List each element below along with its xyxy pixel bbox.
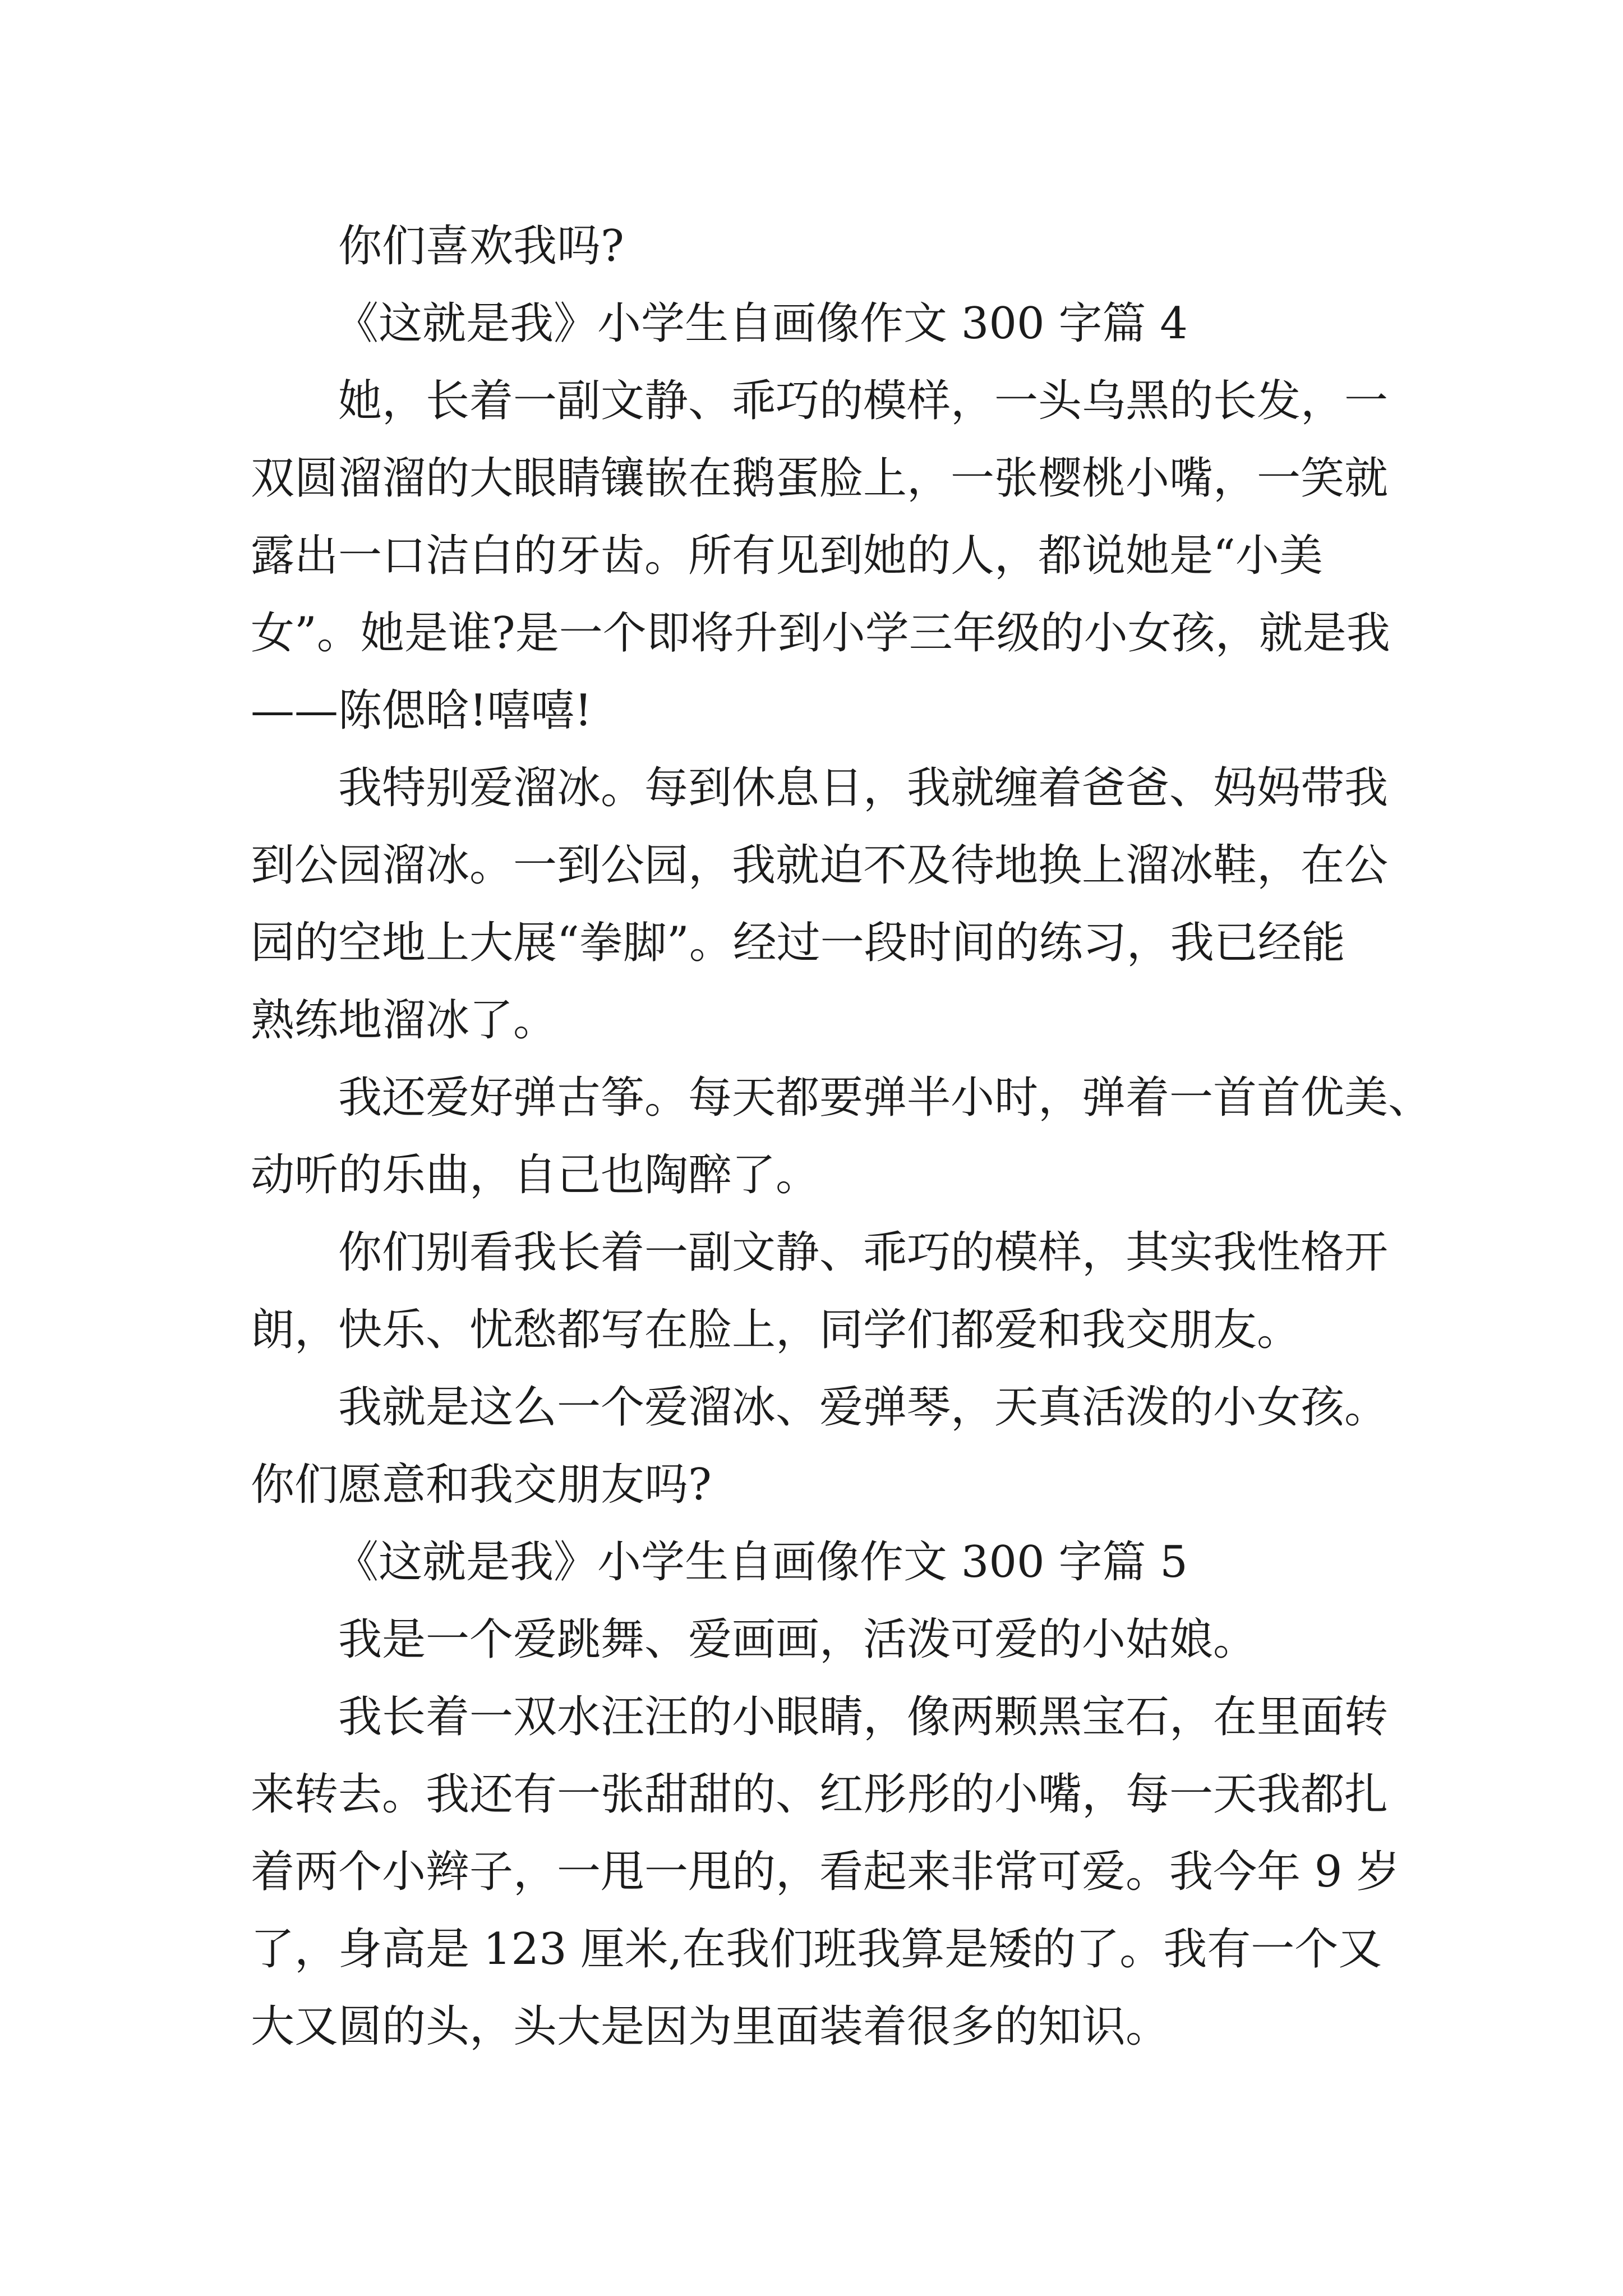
text-line: 露出一口洁白的牙齿。所有见到她的人，都说她是“小美: [251, 531, 1323, 581]
paragraph: [251, 1214, 1428, 1369]
text-line: 动听的乐曲，自己也陶醉了。: [251, 1150, 820, 1200]
paragraph: [251, 1059, 1432, 1214]
text-line: 你们喜欢我吗?: [338, 221, 624, 272]
text-line: 来转去。我还有一张甜甜的、红彤彤的小嘴，每一天我都扎: [251, 1769, 1389, 1820]
text-line: 我还爱好弹古筝。每天都要弹半小时，弹着一首首优美、: [338, 1073, 1432, 1123]
heading-line: 《这就是我》小学生自画像作文 300 字篇 4: [335, 298, 1188, 349]
heading-line: 《这就是我》小学生自画像作文 300 字篇 5: [335, 1537, 1188, 1588]
text-line: ——陈偲晗!嘻嘻!: [251, 685, 592, 736]
text-line: 大又圆的头，头大是因为里面装着很多的知识。: [251, 2001, 1170, 2052]
text-line: 到公园溜冰。一到公园，我就迫不及待地换上溜冰鞋，在公: [251, 840, 1389, 891]
text-line: 熟练地溜冰了。: [251, 995, 557, 1046]
text-line: 你们愿意和我交朋友吗?: [251, 1460, 712, 1510]
text-line: 双圆溜溜的大眼睛镶嵌在鹅蛋脸上，一张樱桃小嘴，一笑就: [251, 453, 1389, 504]
text-line: 园的空地上大展“拳脚”。经过一段时间的练习，我已经能: [251, 918, 1345, 968]
paragraph: [251, 208, 1428, 285]
text-line: 我特别爱溜冰。每到休息日，我就缠着爸爸、妈妈带我: [338, 763, 1389, 813]
paragraph: [251, 749, 1428, 1059]
text-line: 她，长着一副文静、乖巧的模样，一头乌黑的长发，一: [338, 376, 1389, 426]
paragraph: [251, 1369, 1428, 1524]
text-line: 我就是这么一个爱溜冰、爱弹琴，天真活泼的小女孩。: [338, 1382, 1389, 1433]
paragraph: [251, 1601, 1428, 1678]
text-line: 着两个小辫子，一甩一甩的，看起来非常可爱。我今年 9 岁: [251, 1847, 1400, 1897]
text-line: 女”。她是谁?是一个即将升到小学三年级的小女孩，就是我: [251, 608, 1390, 659]
section-heading: [251, 285, 1428, 362]
paragraph: [251, 362, 1428, 749]
text-line: 了，身高是 123 厘米,在我们班我算是矮的了。我有一个又: [251, 1924, 1382, 1975]
document-page: [251, 208, 1432, 2065]
text-line: 朗，快乐、忧愁都写在脸上，同学们都爱和我交朋友。: [251, 1305, 1301, 1355]
paragraph: [251, 1678, 1428, 2065]
text-line: 我长着一双水汪汪的小眼睛，像两颗黑宝石，在里面转: [338, 1692, 1389, 1742]
text-line: 我是一个爱跳舞、爱画画，活泼可爱的小姑娘。: [338, 1614, 1257, 1665]
section-heading: [251, 1524, 1428, 1601]
text-line: 你们别看我长着一副文静、乖巧的模样，其实我性格开: [338, 1227, 1389, 1278]
